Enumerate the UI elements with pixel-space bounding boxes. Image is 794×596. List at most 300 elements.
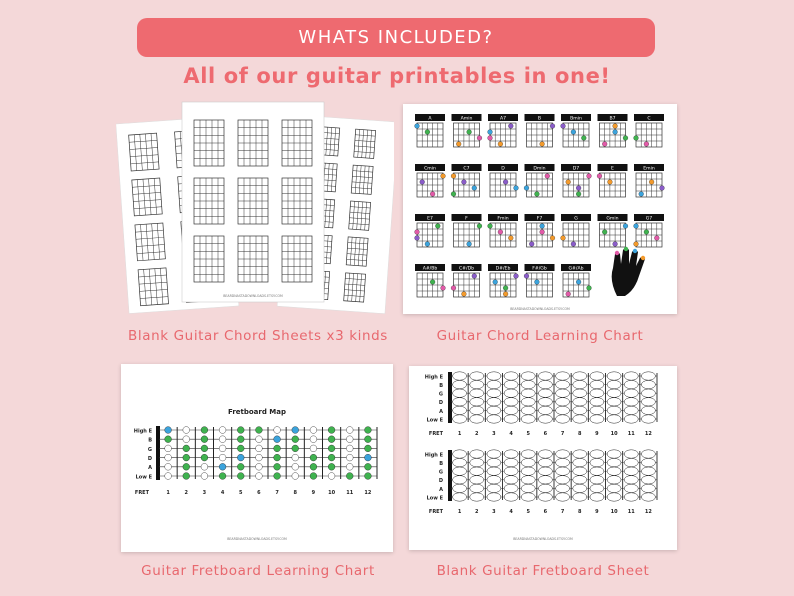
finger-dot xyxy=(660,186,665,191)
empty-note xyxy=(538,406,552,414)
empty-note xyxy=(504,450,518,458)
empty-note xyxy=(470,398,484,406)
empty-note xyxy=(590,380,604,388)
empty-note xyxy=(453,406,467,414)
empty-note xyxy=(556,398,570,406)
fret-number: 2 xyxy=(475,509,479,515)
empty-note xyxy=(607,389,621,397)
string-label: High E xyxy=(133,428,152,435)
finger-dot xyxy=(623,136,628,141)
empty-note xyxy=(607,493,621,501)
finger-dot xyxy=(472,274,477,279)
note-dot xyxy=(219,436,226,443)
note-dot xyxy=(310,454,317,461)
finger-dot xyxy=(488,130,493,135)
fret-number: 8 xyxy=(293,490,297,496)
empty-note xyxy=(590,450,604,458)
note-dot xyxy=(365,445,372,452)
chord-diagram xyxy=(561,164,591,197)
empty-note xyxy=(573,450,587,458)
finger-dot xyxy=(498,230,503,235)
chord-name: Gmin xyxy=(606,216,619,222)
chord-diagram xyxy=(415,164,445,197)
empty-note xyxy=(624,380,638,388)
empty-note xyxy=(487,380,501,388)
empty-note xyxy=(470,450,484,458)
fret-number: 3 xyxy=(492,431,496,437)
finger-dot xyxy=(644,230,649,235)
finger-dot xyxy=(524,274,529,279)
empty-note xyxy=(573,389,587,397)
empty-note xyxy=(470,467,484,475)
fret-number: 11 xyxy=(627,509,635,515)
finger-dot xyxy=(561,236,566,241)
fret-number: 7 xyxy=(560,431,565,437)
empty-note xyxy=(521,406,535,414)
note-dot xyxy=(165,463,172,470)
string-label: D xyxy=(438,400,443,407)
note-dot xyxy=(328,463,335,470)
empty-note xyxy=(521,398,535,406)
note-dot xyxy=(365,454,372,461)
finger-dot xyxy=(472,186,477,191)
string-label: Low E xyxy=(135,474,152,481)
finger-dot xyxy=(613,242,618,247)
empty-note xyxy=(521,450,535,458)
chord-diagram xyxy=(488,114,518,147)
empty-note xyxy=(538,467,552,475)
finger-dot xyxy=(602,142,607,147)
finger-dot xyxy=(613,130,618,135)
empty-note xyxy=(607,398,621,406)
note-dot xyxy=(219,463,226,470)
finger-dot xyxy=(639,192,644,197)
string-label: B xyxy=(439,383,443,389)
empty-note xyxy=(538,458,552,466)
note-dot xyxy=(256,463,263,470)
whats-included-banner xyxy=(137,18,655,57)
empty-note xyxy=(556,476,570,484)
finger-dot xyxy=(623,224,628,229)
fretboard-bottom xyxy=(425,450,657,515)
finger-dot xyxy=(571,242,576,247)
fret-number: 4 xyxy=(220,490,225,496)
note-dot xyxy=(328,445,335,452)
empty-note xyxy=(453,389,467,397)
empty-note xyxy=(573,372,587,380)
empty-note xyxy=(487,415,501,423)
empty-note xyxy=(556,389,570,397)
empty-note xyxy=(624,484,638,492)
note-dot xyxy=(274,454,281,461)
empty-note xyxy=(453,484,467,492)
blank-fretboard-image xyxy=(409,366,677,550)
finger-dot xyxy=(634,242,639,247)
empty-note xyxy=(573,415,587,423)
empty-note xyxy=(487,458,501,466)
empty-note xyxy=(538,372,552,380)
empty-note xyxy=(573,380,587,388)
empty-note xyxy=(607,450,621,458)
fret-number: 6 xyxy=(543,431,548,437)
finger-dot xyxy=(435,224,440,229)
finger-dot xyxy=(566,292,571,297)
empty-note xyxy=(607,467,621,475)
fretboard-map-title: Fretboard Map xyxy=(227,408,287,416)
hand-icon xyxy=(612,247,646,296)
chord-name: B7 xyxy=(609,116,616,122)
note-dot xyxy=(310,473,317,480)
finger-dot xyxy=(508,124,513,129)
note-dot xyxy=(165,427,172,434)
finger-dot xyxy=(566,180,571,185)
chord-box xyxy=(354,129,376,158)
note-dot xyxy=(237,454,244,461)
empty-note xyxy=(470,389,484,397)
empty-note xyxy=(504,467,518,475)
empty-note xyxy=(590,484,604,492)
finger-dot xyxy=(654,236,659,241)
finger-dot xyxy=(540,230,545,235)
chord-name: E xyxy=(611,166,614,172)
empty-note xyxy=(641,415,655,423)
chord-name: C7 xyxy=(463,166,470,172)
chord-name: A7 xyxy=(499,116,507,122)
finger-dot xyxy=(430,280,435,285)
note-dot xyxy=(237,473,244,480)
empty-note xyxy=(538,415,552,423)
empty-note xyxy=(641,398,655,406)
finger-dot xyxy=(493,280,498,285)
finger-dot xyxy=(545,174,550,179)
finger-dot xyxy=(514,274,519,279)
fret-label: FRET xyxy=(134,490,149,496)
finger-dot xyxy=(467,242,472,247)
empty-note xyxy=(538,484,552,492)
empty-note xyxy=(590,493,604,501)
sheet-footer: BEARDNASTADOWNLOADS.ETSY.COM xyxy=(223,294,283,298)
empty-note xyxy=(538,398,552,406)
note-dot xyxy=(165,436,172,443)
empty-note xyxy=(453,415,467,423)
blank-sheet-front xyxy=(182,102,324,302)
chord-box xyxy=(129,133,159,171)
empty-note xyxy=(641,476,655,484)
note-dot xyxy=(274,427,281,434)
empty-note xyxy=(590,467,604,475)
empty-note xyxy=(521,484,535,492)
finger-dot xyxy=(587,286,592,291)
empty-note xyxy=(573,493,587,501)
fret-number: 2 xyxy=(184,490,188,496)
note-dot xyxy=(237,445,244,452)
note-dot xyxy=(346,427,353,434)
chord-name: Dmin xyxy=(533,166,546,172)
empty-note xyxy=(607,380,621,388)
finger-dot xyxy=(535,280,540,285)
finger-dot xyxy=(425,242,430,247)
chord-name: E7 xyxy=(427,216,433,222)
finger-dot xyxy=(441,286,446,291)
fret-number: 5 xyxy=(239,490,243,496)
fret-number: 12 xyxy=(644,509,652,515)
empty-note xyxy=(521,415,535,423)
note-dot xyxy=(237,436,244,443)
empty-note xyxy=(607,415,621,423)
empty-note xyxy=(453,450,467,458)
fret-number: 6 xyxy=(257,490,261,496)
finger-dot xyxy=(456,142,461,147)
chord-box xyxy=(344,273,366,302)
empty-note xyxy=(556,467,570,475)
string-label: G xyxy=(147,446,152,453)
note-dot xyxy=(274,473,281,480)
chord-name: D7 xyxy=(572,166,580,172)
empty-note xyxy=(538,380,552,388)
fret-label: FRET xyxy=(428,431,443,437)
chord-name: F#/Gb xyxy=(532,266,547,272)
finger-dot xyxy=(441,174,446,179)
chord-box xyxy=(346,237,368,266)
empty-note xyxy=(624,476,638,484)
note-dot xyxy=(274,445,281,452)
finger-color xyxy=(615,251,619,255)
fret-number: 6 xyxy=(543,509,548,515)
chord-diagram xyxy=(561,264,591,297)
empty-note xyxy=(470,415,484,423)
chord-name: G#/Ab xyxy=(568,266,584,272)
empty-note xyxy=(641,389,655,397)
chord-diagram xyxy=(561,214,591,247)
string-label: A xyxy=(148,465,152,472)
finger-dot xyxy=(415,230,420,235)
finger-dot xyxy=(462,180,467,185)
note-dot xyxy=(219,445,226,452)
finger-dot xyxy=(477,136,482,141)
empty-note xyxy=(607,484,621,492)
fret-label: FRET xyxy=(428,509,443,515)
empty-note xyxy=(590,372,604,380)
chord-diagram xyxy=(598,214,628,247)
empty-note xyxy=(487,484,501,492)
finger-dot xyxy=(576,280,581,285)
chord-name: Bmin xyxy=(570,116,582,122)
finger-dot xyxy=(550,236,555,241)
empty-note xyxy=(624,415,638,423)
empty-note xyxy=(556,415,570,423)
finger-dot xyxy=(561,124,566,129)
empty-note xyxy=(538,476,552,484)
finger-dot xyxy=(613,124,618,129)
chord-learning-chart-image xyxy=(403,104,677,314)
fret-number: 8 xyxy=(578,509,582,515)
chord-diagram xyxy=(598,114,628,147)
fret-number: 12 xyxy=(644,431,652,437)
empty-note xyxy=(487,372,501,380)
caption-fretboard-learning-chart: Guitar Fretboard Learning Chart xyxy=(141,563,375,579)
note-dot xyxy=(165,454,172,461)
note-dot xyxy=(165,445,172,452)
chord-diagram xyxy=(452,114,482,147)
finger-dot xyxy=(467,130,472,135)
note-dot xyxy=(328,427,335,434)
note-dot xyxy=(310,463,317,470)
finger-dot xyxy=(425,130,430,135)
chord-diagram xyxy=(415,264,445,297)
empty-note xyxy=(556,380,570,388)
chord-box xyxy=(132,178,162,216)
empty-note xyxy=(470,493,484,501)
note-dot xyxy=(310,436,317,443)
fret-number: 11 xyxy=(627,431,635,437)
empty-note xyxy=(556,484,570,492)
finger-dot xyxy=(420,180,425,185)
chord-name: Cmin xyxy=(424,166,436,172)
empty-note xyxy=(607,458,621,466)
fretboard-top xyxy=(425,372,657,437)
fret-number: 3 xyxy=(202,490,207,496)
empty-note xyxy=(521,372,535,380)
finger-dot xyxy=(540,224,545,229)
empty-note xyxy=(504,476,518,484)
empty-note xyxy=(607,406,621,414)
note-dot xyxy=(328,436,335,443)
finger-dot xyxy=(503,292,508,297)
empty-note xyxy=(504,458,518,466)
note-dot xyxy=(201,445,208,452)
chord-box xyxy=(349,201,371,230)
finger-dot xyxy=(514,186,519,191)
empty-note xyxy=(453,467,467,475)
empty-note xyxy=(556,493,570,501)
empty-note xyxy=(504,372,518,380)
fret-number: 7 xyxy=(560,509,565,515)
fret-number: 10 xyxy=(328,490,336,496)
finger-dot xyxy=(415,124,420,129)
empty-note xyxy=(624,458,638,466)
note-dot xyxy=(256,436,263,443)
empty-note xyxy=(470,484,484,492)
finger-dot xyxy=(540,142,545,147)
nut xyxy=(448,450,452,501)
fret-number: 7 xyxy=(275,490,279,496)
note-dot xyxy=(365,436,372,443)
empty-note xyxy=(590,458,604,466)
note-dot xyxy=(256,427,263,434)
empty-note xyxy=(521,458,535,466)
finger-dot xyxy=(571,130,576,135)
empty-note xyxy=(573,458,587,466)
note-dot xyxy=(183,463,190,470)
note-dot xyxy=(183,427,190,434)
finger-dot xyxy=(576,192,581,197)
finger-color xyxy=(624,247,628,251)
chord-name: G xyxy=(574,216,578,222)
finger-dot xyxy=(503,180,508,185)
empty-note xyxy=(641,380,655,388)
fretboard-learning-chart-preview xyxy=(121,364,393,552)
string-label: Low E xyxy=(426,417,443,424)
note-dot xyxy=(219,473,226,480)
note-dot xyxy=(346,436,353,443)
empty-note xyxy=(641,484,655,492)
empty-note xyxy=(607,372,621,380)
note-dot xyxy=(183,436,190,443)
chord-name: F xyxy=(465,216,468,222)
finger-dot xyxy=(602,230,607,235)
empty-note xyxy=(624,406,638,414)
nut xyxy=(448,372,452,423)
empty-note xyxy=(453,398,467,406)
finger-dot xyxy=(415,236,420,241)
chord-box xyxy=(138,268,168,306)
empty-note xyxy=(487,467,501,475)
chord-diagram xyxy=(524,264,554,297)
empty-note xyxy=(453,493,467,501)
empty-note xyxy=(590,398,604,406)
empty-note xyxy=(504,389,518,397)
empty-note xyxy=(590,415,604,423)
finger-dot xyxy=(451,286,456,291)
note-dot xyxy=(365,473,372,480)
empty-note xyxy=(487,493,501,501)
headline: All of our guitar printables in one! xyxy=(183,64,611,88)
finger-dot xyxy=(550,124,555,129)
string-label: A xyxy=(439,486,443,493)
finger-dot xyxy=(634,136,639,141)
empty-note xyxy=(470,406,484,414)
empty-note xyxy=(641,458,655,466)
chord-name: D xyxy=(501,166,505,172)
string-label: B xyxy=(148,437,152,444)
empty-note xyxy=(504,398,518,406)
empty-note xyxy=(487,450,501,458)
chord-diagram xyxy=(597,164,627,197)
note-dot xyxy=(365,463,372,470)
string-label: High E xyxy=(424,374,443,381)
empty-note xyxy=(504,380,518,388)
empty-note xyxy=(521,467,535,475)
empty-note xyxy=(607,476,621,484)
empty-note xyxy=(624,372,638,380)
empty-note xyxy=(624,467,638,475)
empty-note xyxy=(470,372,484,380)
chord-name: G7 xyxy=(645,216,653,222)
finger-dot xyxy=(508,236,513,241)
note-dot xyxy=(165,473,172,480)
finger-dot xyxy=(634,224,639,229)
finger-dot xyxy=(535,192,540,197)
empty-note xyxy=(504,493,518,501)
finger-dot xyxy=(649,180,654,185)
empty-note xyxy=(521,476,535,484)
fret-number: 8 xyxy=(578,431,582,437)
empty-note xyxy=(487,406,501,414)
chord-name: A xyxy=(428,116,432,122)
finger-dot xyxy=(576,186,581,191)
empty-note xyxy=(487,389,501,397)
empty-note xyxy=(641,450,655,458)
empty-note xyxy=(556,406,570,414)
note-dot xyxy=(183,473,190,480)
empty-note xyxy=(453,476,467,484)
caption-chord-learning-chart: Guitar Chord Learning Chart xyxy=(436,328,644,344)
empty-note xyxy=(504,415,518,423)
note-dot xyxy=(346,454,353,461)
empty-note xyxy=(453,380,467,388)
note-dot xyxy=(237,427,244,434)
finger-dot xyxy=(503,286,508,291)
